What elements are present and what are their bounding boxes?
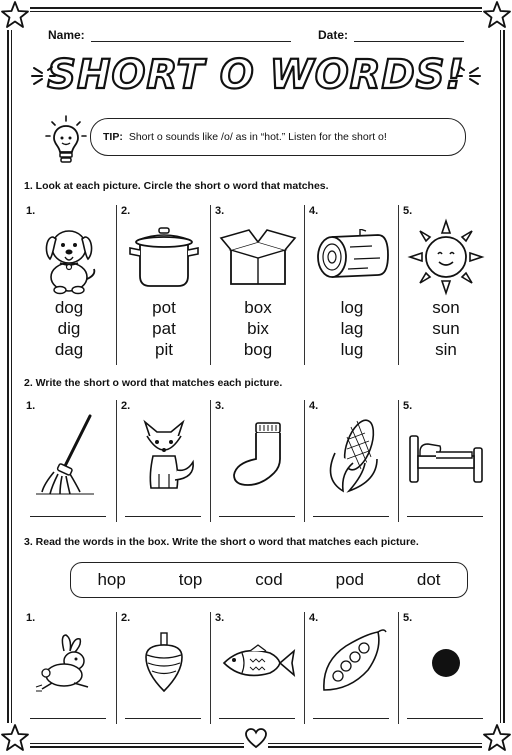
section2-item [116,400,210,522]
section2-grid [22,400,492,522]
star-icon [482,0,512,30]
word-bank-item: hop [97,570,126,589]
section1-item [210,205,304,365]
section2-item [304,400,398,522]
tip-box [90,118,466,156]
word-option[interactable]: dig [57,319,81,338]
word-option[interactable]: log [340,298,364,317]
word-bank-item: dot [416,570,441,589]
answer-line[interactable] [125,718,201,719]
tip-label: TIP: [103,131,123,143]
section3-instruction: 3. Read the words in the box. Write the short o word that matches each picture. [24,536,419,548]
dog-icon [34,219,104,295]
item-number: 5. [403,400,413,412]
word-option[interactable]: pat [152,319,176,338]
date-line[interactable] [354,30,464,42]
date-label: Date: [318,28,349,42]
star-icon [0,0,30,30]
box-icon [219,222,297,292]
word-option[interactable]: bog [243,340,273,359]
item-number: 2. [121,205,131,217]
section3-item [304,612,398,724]
word-option[interactable]: sin [435,340,457,359]
word-option[interactable]: box [244,298,272,317]
section1-item [22,205,116,365]
section3-item [210,612,304,724]
word-option[interactable]: sun [432,319,460,338]
item-number: 1. [26,612,36,624]
item-number: 3. [215,612,225,624]
name-field[interactable] [48,28,291,42]
section3-item [398,612,492,724]
sparkle-icon [454,64,482,86]
section1-instruction: 1. Look at each picture. Circle the short o word that matches. [24,180,329,192]
fox-icon [129,414,199,494]
word-option[interactable]: dog [54,298,84,317]
word-option[interactable]: pot [152,298,176,317]
answer-line[interactable] [407,718,483,719]
dot-icon [429,646,463,680]
word-bank-item: cod [255,570,283,589]
heart-icon [244,727,268,749]
section1-item [398,205,492,365]
section2-instruction: 2. Write the short o word that matches each picture. [24,377,283,389]
item-number: 4. [309,400,319,412]
item-number: 1. [26,205,36,217]
word-bank-item: pod [335,570,364,589]
word-option[interactable]: dag [54,340,84,359]
light-bulb-icon [44,114,88,166]
sun-icon [406,217,486,297]
section2-item [210,400,304,522]
item-number: 3. [215,205,225,217]
answer-line[interactable] [219,718,295,719]
item-number: 5. [403,205,413,217]
date-field[interactable] [318,28,464,42]
rabbit-icon [34,631,104,695]
star-icon [0,723,30,753]
section1-item [304,205,398,365]
answer-line[interactable] [125,516,201,517]
item-number: 4. [309,612,319,624]
section1-item [116,205,210,365]
section3-grid [22,612,492,724]
mop-icon [34,412,104,496]
section3-item [22,612,116,724]
answer-line[interactable] [313,718,389,719]
item-number: 3. [215,400,225,412]
name-line[interactable] [91,30,291,42]
word-bank [70,562,468,598]
item-number: 5. [403,612,413,624]
pea-pod-icon [316,628,388,698]
item-number: 2. [121,612,131,624]
word-option[interactable]: lag [340,319,364,338]
word-bank-item: top [178,570,203,589]
section1-grid [22,205,492,365]
word-option[interactable]: pit [155,340,173,359]
log-icon [312,229,392,285]
answer-line[interactable] [313,516,389,517]
item-number: 2. [121,400,131,412]
answer-line[interactable] [219,516,295,517]
title-banner [0,50,512,110]
answer-line[interactable] [407,516,483,517]
word-option[interactable]: lug [340,340,364,359]
pot-icon [126,224,202,290]
section2-item [398,400,492,522]
cot-icon [406,422,486,486]
page-title: SHORT O WORDS! [47,52,465,98]
star-icon [482,723,512,753]
sparkle-icon [30,64,58,86]
spinning-top-icon [142,631,186,695]
answer-line[interactable] [30,718,106,719]
word-option[interactable]: bix [247,319,269,338]
tip-text: Short o sounds like /o/ as in “hot.” Listen for the short o! [128,131,387,143]
item-number: 1. [26,400,36,412]
word-option[interactable]: son [432,298,460,317]
answer-line[interactable] [30,516,106,517]
sock-icon [226,419,290,489]
item-number: 4. [309,205,319,217]
fish-icon [218,641,298,685]
section3-item [116,612,210,724]
section2-item [22,400,116,522]
corn-icon [319,413,385,495]
name-label: Name: [48,28,85,42]
